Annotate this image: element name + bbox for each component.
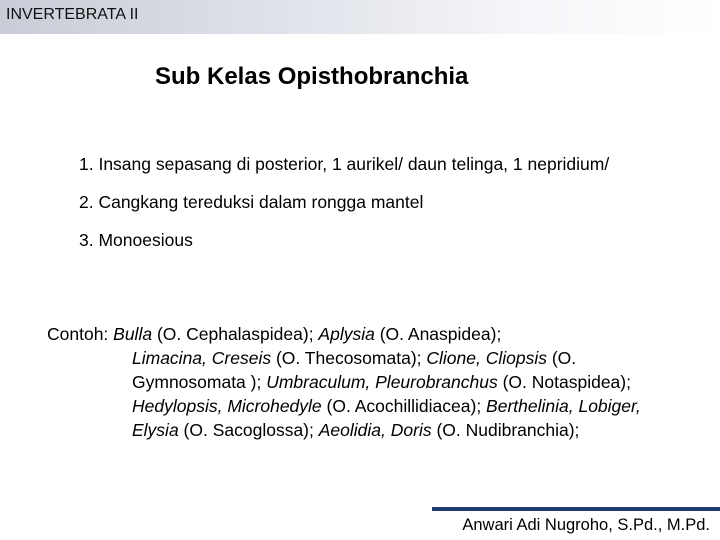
list-item: 1. Insang sepasang di posterior, 1 aurikel/ daun telinga, 1 nepridium/ (79, 154, 610, 174)
footer-author: Anwari Adi Nugroho, S.Pd., M.Pd. (462, 516, 710, 534)
examples-block (47, 322, 687, 442)
taxon-name: Aplysia (318, 324, 375, 344)
list-item: 3. Monoesious (79, 230, 193, 250)
taxon-name: Hedylopsis, Microhedyle (132, 396, 322, 416)
taxon-name: Clione, Cliopsis (426, 348, 547, 368)
taxon-order: (O. Notaspidea); (497, 372, 631, 392)
taxon-order: (O. Nudibranchia); (431, 420, 580, 440)
header-title: INVERTEBRATA II (6, 6, 139, 23)
taxon-name: Berthelinia, Lobiger, Elysia (132, 396, 641, 440)
examples-first-line (47, 322, 687, 346)
taxon-order: (O. Sacoglossa); (178, 420, 319, 440)
taxon-name: Bulla (113, 324, 153, 344)
examples-first-line-text (113, 324, 501, 344)
examples-continued-text (47, 346, 687, 442)
taxon-name: Limacina, Creseis (132, 348, 272, 368)
point-list (79, 152, 639, 266)
list-item: 2. Cangkang tereduksi dalam rongga mantel (79, 192, 424, 212)
taxon-order: (O. Acochillidiacea); (321, 396, 487, 416)
taxon-order: (O. Gymnosomata ); (132, 348, 577, 392)
taxon-order: (O. Cephalaspidea); (152, 324, 319, 344)
taxon-order: (O. Anaspidea); (374, 324, 502, 344)
taxon-order: (O. Thecosomata); (271, 348, 427, 368)
header-bar (0, 0, 720, 34)
taxon-name: Umbraculum, Pleurobranchus (266, 372, 498, 392)
examples-label: Contoh: (47, 324, 114, 344)
taxon-name: Aeolidia, Doris (318, 420, 432, 440)
footer-divider (432, 507, 720, 511)
slide-title: Sub Kelas Opisthobranchia (155, 63, 469, 90)
